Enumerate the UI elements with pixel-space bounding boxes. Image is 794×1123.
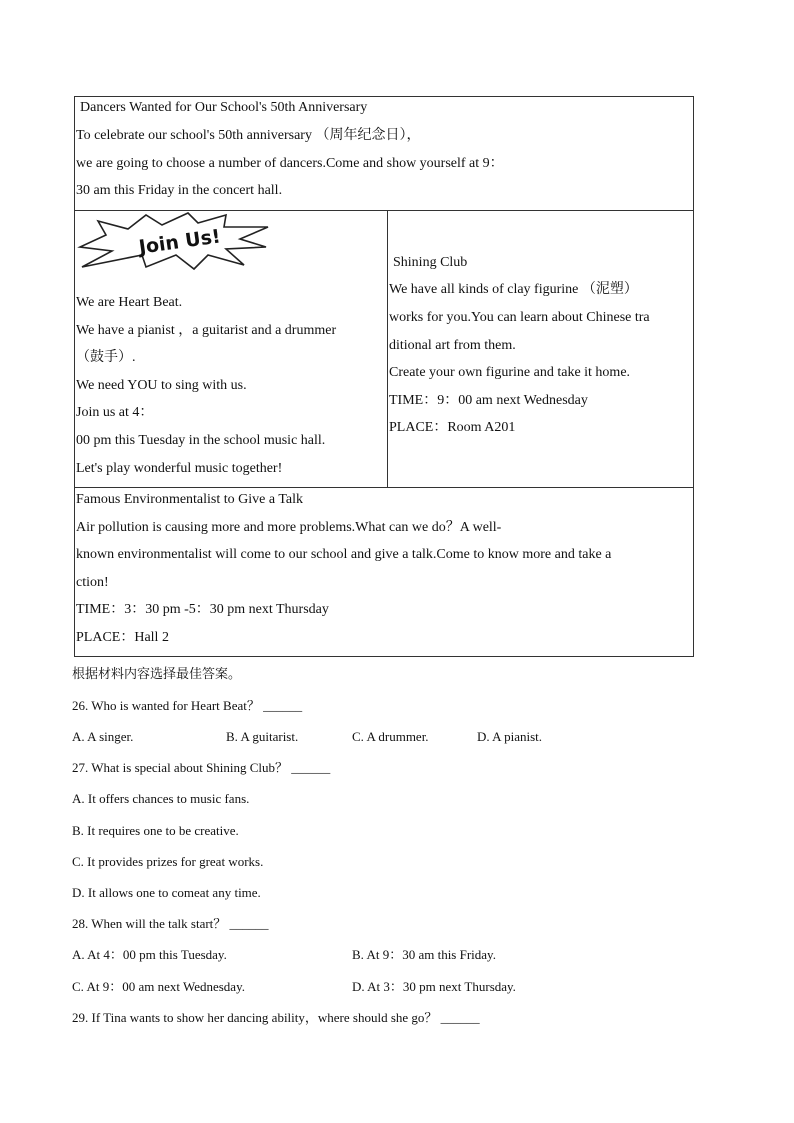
answer-option[interactable]: B. It requires one to be creative.	[72, 823, 239, 838]
answer-option[interactable]: A. A singer.	[72, 729, 134, 744]
answer-option[interactable]: D. At 3：30 pm next Thursday.	[352, 979, 516, 994]
shining-club-place: PLACE：Room A201	[389, 420, 516, 435]
heart-beat-line: We need YOU to sing with us.	[76, 378, 247, 393]
heart-beat-line: We have a pianist ，a guitarist and a drummer	[76, 323, 337, 338]
question-stem: 28. When will the talk start？ ______	[72, 916, 269, 931]
divider	[75, 487, 693, 488]
instruction: 根据材料内容选择最佳答案。	[72, 666, 242, 681]
answer-option[interactable]: C. At 9：00 am next Wednesday.	[72, 979, 245, 994]
talk-notice-line: ction!	[76, 575, 109, 590]
shining-club-title: Shining Club	[393, 255, 468, 270]
banner-text: Join Us!	[137, 225, 222, 259]
heart-beat-line: Let's play wonderful music together!	[76, 461, 283, 476]
dancers-notice-title: Dancers Wanted for Our School's 50th Anniversary	[80, 100, 368, 115]
divider	[387, 210, 388, 487]
dancers-notice-line: we are going to choose a number of dancers.Come and show yourself at 9：	[76, 156, 504, 171]
question-stem: 29. If Tina wants to show her dancing ability，where should she go？ ______	[72, 1010, 480, 1025]
answer-option[interactable]: A. At 4：00 pm this Tuesday.	[72, 947, 227, 962]
talk-notice-title: Famous Environmentalist to Give a Talk	[76, 492, 304, 507]
talk-notice-place: PLACE：Hall 2	[76, 630, 169, 645]
dancers-notice-line: To celebrate our school's 50th anniversary （周年纪念日），	[76, 128, 421, 143]
shining-club-line: Create your own figurine and take it home.	[389, 365, 631, 380]
join-us-banner	[76, 211, 272, 273]
shining-club-line: We have all kinds of clay figurine （泥塑）	[389, 282, 638, 297]
answer-option[interactable]: C. It provides prizes for great works.	[72, 854, 264, 869]
answer-option[interactable]: B. A guitarist.	[226, 729, 299, 744]
shining-club-line: works for you.You can learn about Chinese tra	[389, 310, 650, 325]
answer-option[interactable]: D. It allows one to comeat any time.	[72, 885, 261, 900]
answer-option[interactable]: C. A drummer.	[352, 729, 429, 744]
answer-option[interactable]: D. A pianist.	[477, 729, 543, 744]
dancers-notice-line: 30 am this Friday in the concert hall.	[76, 183, 283, 198]
heart-beat-line: Join us at 4：	[76, 405, 154, 420]
talk-notice-line: known environmentalist will come to our school and give a talk.Come to know more and take a	[76, 547, 612, 562]
heart-beat-line: 00 pm this Tuesday in the school music hall.	[76, 433, 326, 448]
heart-beat-line: （鼓手）.	[76, 350, 136, 365]
answer-option[interactable]: B. At 9：30 am this Friday.	[352, 947, 496, 962]
answer-option[interactable]: A. It offers chances to music fans.	[72, 791, 250, 806]
talk-notice-line: Air pollution is causing more and more problems.What can we do？A well-	[76, 520, 502, 535]
shining-club-time: TIME：9：00 am next Wednesday	[389, 393, 588, 408]
question-stem: 27. What is special about Shining Club？ ______	[72, 760, 331, 775]
talk-notice-time: TIME：3：30 pm -5：30 pm next Thursday	[76, 602, 329, 617]
heart-beat-line: We are Heart Beat.	[76, 295, 183, 310]
shining-club-line: ditional art from them.	[389, 338, 516, 353]
question-stem: 26. Who is wanted for Heart Beat？ ______	[72, 698, 303, 713]
